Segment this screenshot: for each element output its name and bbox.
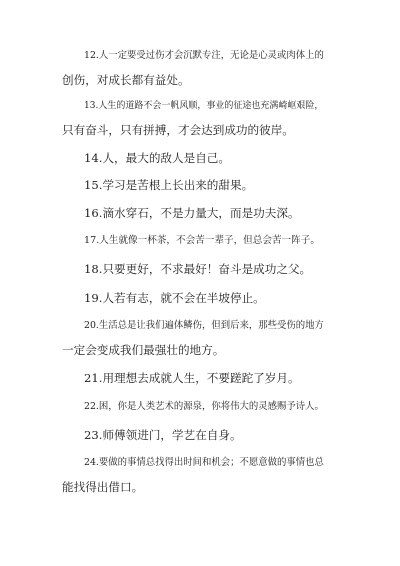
- quote-19-line-1: 19.人若有志，就不会在半坡停止。: [84, 291, 265, 305]
- quote-15-line-1: 15.学习是苦根上长出来的甜果。: [84, 178, 254, 192]
- quote-12-line-1: 12.人一定要受过伤才会沉默专注，无论是心灵或肉体上的: [84, 50, 324, 61]
- quote-22-line-1: 22.困，你是人类艺术的源泉，你将伟大的灵感赐予诗人。: [84, 401, 324, 412]
- quote-23-line-1: 23.师傅领进门，学艺在自身。: [84, 428, 242, 442]
- quote-17-line-1: 17.人生就像一杯茶，不会苦一辈子，但总会苦一阵子。: [84, 235, 320, 246]
- quote-16: [62, 201, 346, 225]
- quote-24-line-2: 能找得出借口。: [62, 480, 144, 494]
- quote-22: [62, 395, 346, 419]
- quote-17: [62, 229, 346, 253]
- quote-18-line-1: 18.只要更好，不求最好！奋斗是成功之父。: [84, 262, 312, 276]
- quote-24: [62, 451, 346, 499]
- quote-13: [62, 94, 346, 142]
- quote-16-line-1: 16.滴水穿石，不是力量大，而是功夫深。: [84, 206, 300, 220]
- quote-18: [62, 257, 346, 281]
- quote-24-line-1: 24.要做的事情总找得出时间和机会；不愿意做的事情也总: [84, 457, 324, 468]
- quote-20: [62, 314, 346, 362]
- quote-14-line-1: 14.人，最大的敌人是自己。: [84, 151, 230, 165]
- quote-20-line-1: 20.生活总是让我们遍体鳞伤，但到后来，那些受伤的地方: [84, 320, 324, 331]
- quote-20-line-2: 一定会变成我们最强壮的地方。: [62, 343, 225, 357]
- quote-13-line-2: 只有奋斗，只有拼搏，才会达到成功的彼岸。: [62, 123, 294, 137]
- quote-12: [62, 44, 346, 92]
- quote-15: [62, 173, 346, 197]
- quote-21-line-1: 21.用理想去成就人生，不要蹉跎了岁月。: [84, 371, 300, 385]
- quote-14: [62, 146, 346, 170]
- quote-19: [62, 286, 346, 310]
- quote-12-line-2: 创伤，对成长都有益处。: [62, 73, 190, 87]
- quote-23: [62, 423, 346, 447]
- quote-21: [62, 366, 346, 390]
- quote-13-line-1: 13.人生的道路不会一帆风顺，事业的征途也充满崎岖艰险，: [84, 101, 324, 111]
